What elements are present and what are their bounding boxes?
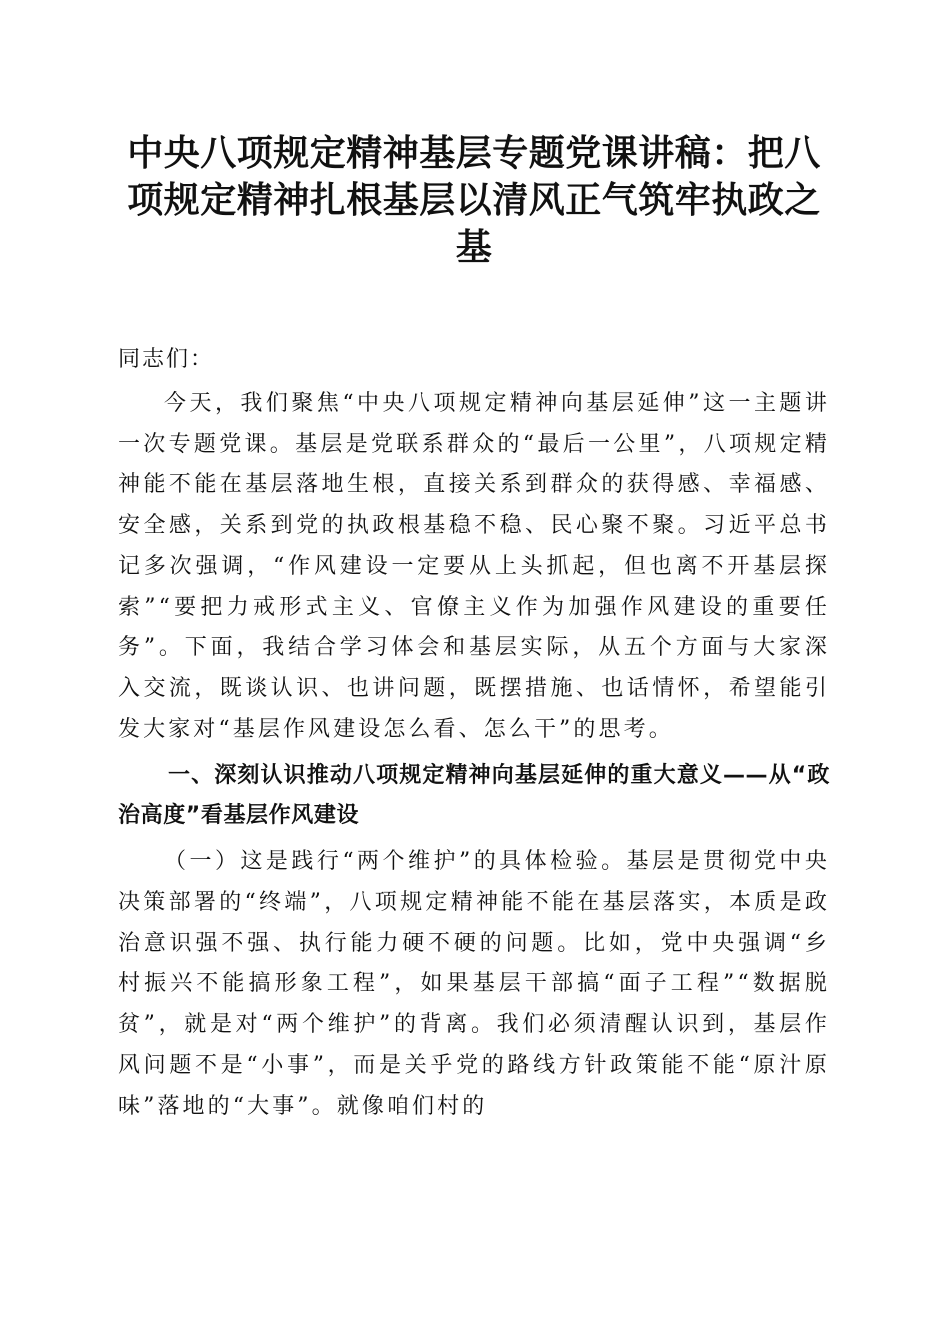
salutation: 同志们： [118,347,215,372]
document-title: 中央八项规定精神基层专题党课讲稿：把八项规定精神扎根基层以清风正气筑牢执政之基 [127,132,821,268]
section-heading-1: 一、深刻认识推动八项规定精神向基层延伸的重大意义——从“政治高度”看基层作风建设 [118,763,830,829]
section-1-paragraph-1: （一）这是践行“两个维护”的具体检验。基层是贯彻党中央决策部署的“终端”，八项规定精神能不能在基层落实，本质是政治意识强不强、执行能力硬不硬的问题。比如，党中央强调“乡村振兴不能搞形象工程”，如果基层干部搞“面子工程”“数据脱贫”，就是对“两个维护”的背离。我们必须清醒认识到，基层作风问题不是“小事”，而是关乎党的路线方针政策能不能“原汁原味”落地的“大事”。就像咱们村的 [118,849,830,1119]
intro-paragraph: 今天，我们聚焦“中央八项规定精神向基层延伸”这一主题讲一次专题党课。基层是党联系群众的“最后一公里”，八项规定精神能不能在基层落地生根，直接关系到群众的获得感、幸福感、安全感，关系到党的执政根基稳不稳、民心聚不聚。习近平总书记多次强调，“作风建设一定要从上头抓起，但也离不开基层探索”“要把力戒形式主义、官僚主义作为加强作风建设的重要任务”。下面，我结合学习体会和基层实际，从五个方面与大家深入交流，既谈认识、也讲问题，既摆措施、也话情怀，希望能引发大家对“基层作风建设怎么看、怎么干”的思考。 [118,391,830,742]
document-page [118,130,830,1127]
